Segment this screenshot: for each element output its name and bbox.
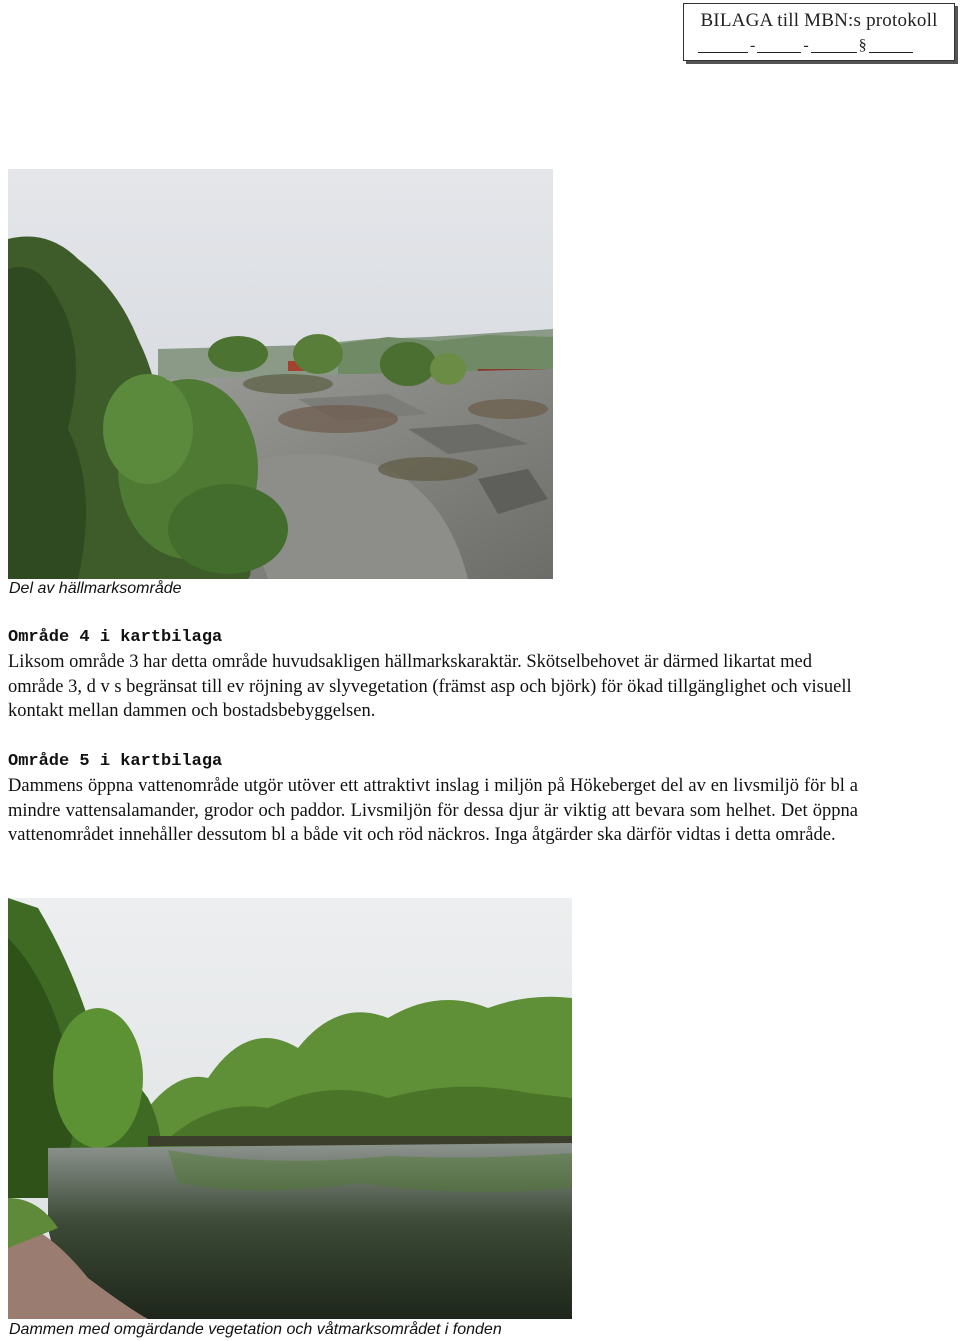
stamp-paragraph-sign: § — [858, 37, 867, 54]
stamp-title: BILAGA till MBN:s protokoll — [700, 10, 938, 31]
section-area-4 — [8, 626, 858, 724]
section-body: Dammens öppna vattenområde utgör utöver ett attraktivt inslag i miljön på Hökeberget del av en livsmiljö för bl a mindre vattensalamander, grodor och paddor. Livsmiljön för dessa djur är viktig att bevara som helhet. Det öppna vattenområdet innehåller dessutom bl a både vit och röd näckros. Inga åtgärder ska därför vidtas i detta område. — [8, 776, 858, 845]
section-area-5 — [8, 750, 858, 848]
section-heading: Område 5 i kartbilaga — [8, 752, 223, 771]
stamp-blank-year — [698, 38, 748, 53]
stamp-blank-day — [811, 38, 857, 53]
photo-caption: Dammen med omgärdande vegetation och våtmarksområdet i fonden — [9, 1321, 502, 1338]
pond-photo — [8, 898, 572, 1319]
stamp-reference-line — [698, 38, 913, 53]
protocol-stamp — [683, 3, 955, 61]
stamp-blank-paragraph — [869, 38, 913, 53]
stamp-dash: - — [750, 37, 756, 54]
rocky-outcrop-photo — [8, 169, 553, 579]
photo-caption: Del av hällmarksområde — [9, 580, 182, 597]
stamp-blank-month — [757, 38, 801, 53]
section-heading: Område 4 i kartbilaga — [8, 628, 223, 647]
stamp-dash: - — [803, 37, 809, 54]
section-body: Liksom område 3 har detta område huvudsakligen hällmarkskaraktär. Skötselbehovet är därmed likartat med område 3, d v s begränsat till ev röjning av slyvegetation (främst asp och björk) för ökad tillgänglighet och visuell kontakt mellan dammen och bostadsbebyggelsen. — [8, 652, 852, 721]
